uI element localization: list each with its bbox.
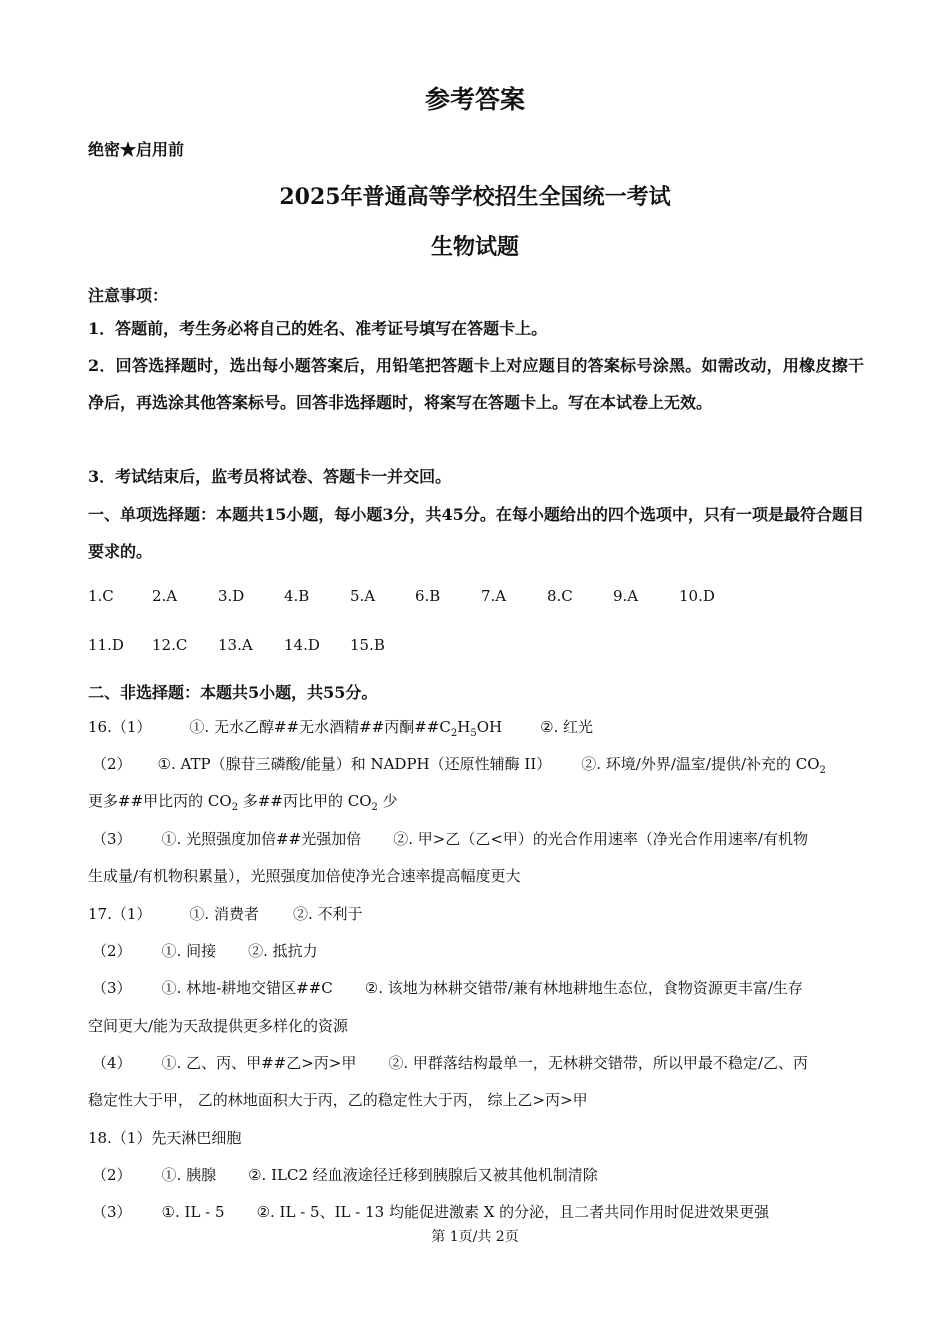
q18-2-answer-a: ①. 胰腺 [161, 1166, 217, 1184]
q18-2-label: （2） [92, 1166, 132, 1184]
note-item-1: 1．答题前，考生务必将自己的姓名、准考证号填写在答题卡上。 [88, 319, 548, 338]
q16-part3-cont: 生成量/有机物积累量），光照强度加倍使净光合速率提高幅度更大 [88, 867, 521, 885]
mc-answer: 8.C [547, 587, 573, 605]
q16-part2 [92, 753, 826, 776]
q17-part1 [88, 903, 363, 924]
mc-answer: 9.A [613, 587, 639, 605]
mc-answer: 4.B [284, 587, 310, 605]
q17-1-label: 17.（1） [88, 905, 152, 923]
q16-1-answer-b: ②. 红光 [540, 718, 594, 736]
q17-2-label: （2） [92, 942, 132, 960]
q17-part2 [92, 940, 318, 961]
note-item-2: 2．回答选择题时，选出每小题答案后，用铅笔把答题卡上对应题目的答案标号涂黑。如需改动，用橡皮擦干净后，再选涂其他答案标号。回答非选择题时，将案写在答题卡上。写在本试卷上无效。 [88, 356, 864, 412]
mc-answer: 15.B [350, 636, 385, 654]
q16-1-label: 16.（1） [88, 718, 152, 736]
q16-2-answer-a: ①. ATP（腺苷三磷酸/能量）和 NADPH（还原性辅酶 II） [157, 755, 552, 773]
mc-answer: 6.B [415, 587, 441, 605]
section1-heading: 一、单项选择题：本题共15小题，每小题3分，共45分。在每小题给出的四个选项中，只有一项是最符合题目要求的。 [88, 505, 864, 561]
q16-part2-cont: 更多##甲比丙的 $CO_2$ 多##丙比甲的 $CO_2$ 少 [88, 792, 398, 813]
q16-3-answer-a: ①. 光照强度加倍##光强加倍 [161, 830, 362, 848]
q17-2-answer-b: ②. 抵抗力 [248, 942, 318, 960]
q17-part3-cont: 空间更大/能为天敌提供更多样化的资源 [88, 1017, 349, 1035]
q17-4-label: （4） [92, 1054, 132, 1072]
q17-2-answer-a: ①. 间接 [161, 942, 217, 960]
mc-answer: 12.C [152, 636, 188, 654]
section2-heading: 二、非选择题：本题共5小题，共55分。 [88, 683, 378, 702]
exam-title: 2025年普通高等学校招生全国统一考试 [279, 184, 671, 210]
notes-heading: 注意事项： [88, 286, 169, 305]
mc-answer: 10.D [679, 587, 715, 605]
q16-1-answer-a: ①. 无水乙醇##无水酒精##丙酮$\#\#C_2H_5OH$ [189, 718, 503, 739]
mc-answer: 2.A [152, 587, 178, 605]
mc-answer: 14.D [284, 636, 320, 654]
mc-answer: 11.D [88, 636, 124, 654]
mc-answer: 13.A [218, 636, 253, 654]
q16-2-answer-b: ②. 环境/外界/温室/提供/补充的 $CO_2$ [581, 755, 826, 776]
page-footer: 第 1页/共 2页 [431, 1229, 519, 1245]
secret-label: 绝密★启用前 [88, 140, 185, 159]
answer-title: 参考答案 [424, 85, 525, 114]
q18-part1: 18.（1）先天淋巴细胞 [88, 1129, 242, 1147]
q16-3-answer-b: ②. 甲>乙（乙<甲）的光合作用速率（净光合作用速率/有机物 [393, 830, 808, 848]
q18-3-answer-b: ②. IL - 5、IL - 13 均能促进激素 X 的分泌，且二者共同作用时促进效果更强 [256, 1203, 770, 1221]
q16-3-label: （3） [92, 830, 132, 848]
q17-3-answer-a: ①. 林地-耕地交错区##C [161, 979, 333, 997]
q17-1-answer-b: ②. 不利于 [292, 905, 363, 923]
q17-4-answer-a: ①. 乙、丙、甲##乙>丙>甲 [161, 1054, 357, 1072]
mc-answer: 3.D [218, 587, 245, 605]
mc-answer: 5.A [350, 587, 376, 605]
q18-part2 [92, 1164, 598, 1185]
q16-2-label: （2） [92, 755, 132, 773]
subject-title: 生物试题 [430, 234, 519, 260]
q17-part3 [92, 977, 803, 998]
q16-part1 [88, 716, 593, 739]
q17-3-answer-b: ②. 该地为林耕交错带/兼有林地耕地生态位，食物资源更丰富/生存 [364, 979, 803, 997]
q17-3-label: （3） [92, 979, 132, 997]
q18-part3 [92, 1201, 769, 1222]
q17-4-answer-b: ②. 甲群落结构最单一，无林耕交错带，所以甲最不稳定/乙、丙 [388, 1054, 808, 1072]
q16-part3 [92, 828, 808, 849]
mc-answer: 7.A [481, 587, 507, 605]
note-item-3: 3．考试结束后，监考员将试卷、答题卡一并交回。 [88, 467, 452, 486]
q17-1-answer-a: ①. 消费者 [189, 905, 259, 923]
q18-3-label: （3） [92, 1203, 132, 1221]
q18-2-answer-b: ②. ILC2 经血液途径迁移到胰腺后又被其他机制清除 [248, 1166, 598, 1184]
q18-3-answer-a: ①. IL - 5 [161, 1203, 225, 1221]
mc-answer: 1.C [88, 587, 114, 605]
q17-part4-cont: 稳定性大于甲， 乙的林地面积大于丙，乙的稳定性大于丙， 综上乙>丙>甲 [88, 1091, 588, 1109]
q17-part4 [92, 1052, 808, 1073]
